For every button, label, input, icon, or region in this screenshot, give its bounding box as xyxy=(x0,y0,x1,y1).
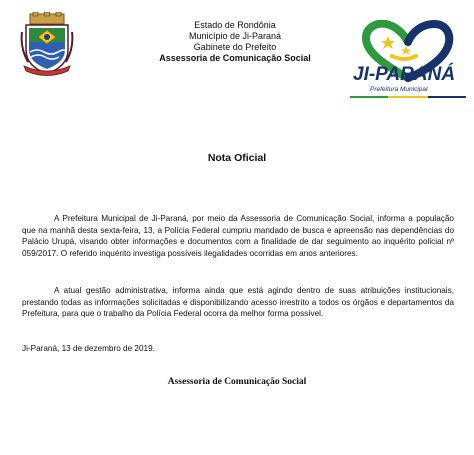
logo-wordmark: JI-PARANÁ xyxy=(353,64,456,85)
document-date: Ji-Paraná, 13 de dezembro de 2019. xyxy=(22,344,155,353)
paragraph-2: A atual gestão administrativa, informa ainda que está agindo dentro de suas atribuições institucionais, prestando todas as informações solicitadas e disponibilizando acesso irrestrito a todos os órgãos e departamentos da Prefeitura, para que o trabalho da Polícia Federal ocorra da melhor forma possível. xyxy=(22,286,454,319)
office-name: Gabinete do Prefeito xyxy=(193,42,277,52)
signature-line: Assessoria de Comunicação Social xyxy=(167,377,307,387)
paragraph-1: A Prefeitura Municipal de Ji-Paraná, por meio da Assessoria de Comunicação Social, informa a população que na manhã desta sexta-feira, 13, a Polícia Federal cumpriu mandado de busca e apreensão nas dependências do Palácio Urupá, visando obter informações e documentos com a finalidade de dar seguimento ao inquérito policial nº 059/2017. O referido inquérito investiga possíveis ilegalidades ocorridas em anos anteriores. xyxy=(22,214,454,258)
municipal-crest-icon xyxy=(20,12,74,78)
municipality-name: Município de Ji-Paraná xyxy=(188,31,282,41)
logo-subtitle: Prefeitura Municipal xyxy=(370,86,428,93)
state-name: Estado de Rondônia xyxy=(194,20,276,30)
document-title: Nota Oficial xyxy=(207,152,267,164)
letterhead xyxy=(90,20,380,64)
department-name: Assessoria de Comunicação Social xyxy=(159,53,311,63)
